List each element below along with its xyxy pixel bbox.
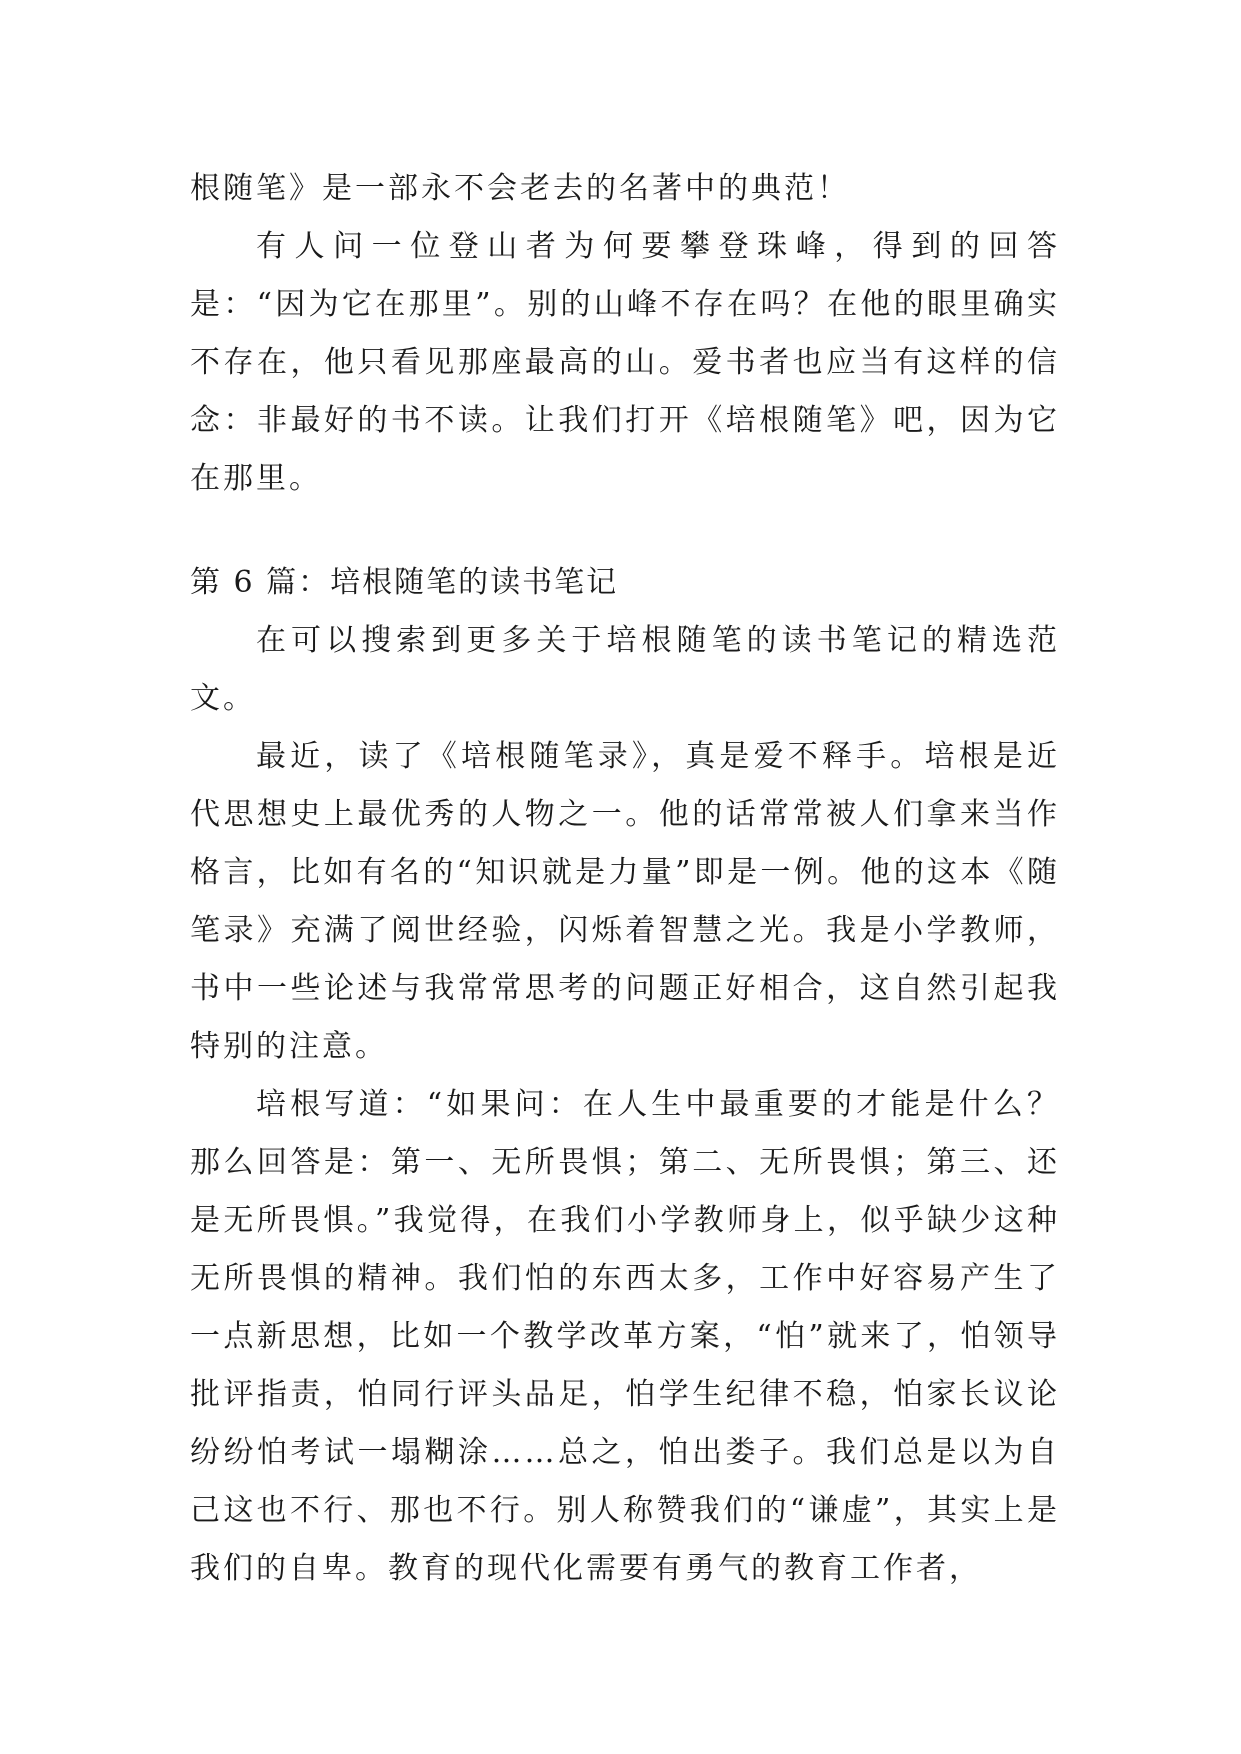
document-body <box>190 160 1060 1598</box>
paragraph-recent-reading: 最近，读了《培根随笔录》，真是爱不释手。培根是近代思想史上最优秀的人物之一。他的话常常被人们拿来当作格言，比如有名的“知识就是力量”即是一例。他的这本《随笔录》充满了阅世经验，闪烁着智慧之光。我是小学教师，书中一些论述与我常常思考的问题正好相合，这自然引起我特别的注意。 <box>190 739 1060 1064</box>
paragraph-fearlessness: 培根写道：“如果问：在人生中最重要的才能是什么？那么回答是：第一、无所畏惧；第二、无所畏惧；第三、还是无所畏惧。”我觉得，在我们小学教师身上，似乎缺少这种无所畏惧的精神。我们怕的东西太多，工作中好容易产生了一点新思想，比如一个教学改革方案，“怕”就来了，怕领导批评指责，怕同行评头品足，怕学生纪律不稳，怕家长议论纷纷怕考试一塌糊涂……总之，怕出娄子。我们总是以为自己这也不行、那也不行。别人称赞我们的“谦虚”，其实上是我们的自卑。教育的现代化需要有勇气的教育工作者， <box>190 1087 1060 1586</box>
paragraph-continuation: 根随笔》是一部永不会老去的名著中的典范！ <box>190 171 850 206</box>
section-heading: 第 6 篇：培根随笔的读书笔记 <box>190 565 619 600</box>
paragraph-mountaineer: 有人问一位登山者为何要攀登珠峰，得到的回答是：“因为它在那里”。别的山峰不存在吗？在他的眼里确实不存在，他只看见那座最高的山。爱书者也应当有这样的信念：非最好的书不读。让我们打开《培根随笔》吧，因为它在那里。 <box>190 229 1060 496</box>
paragraph-search-note: 在可以搜索到更多关于培根随笔的读书笔记的精选范文。 <box>190 623 1060 716</box>
